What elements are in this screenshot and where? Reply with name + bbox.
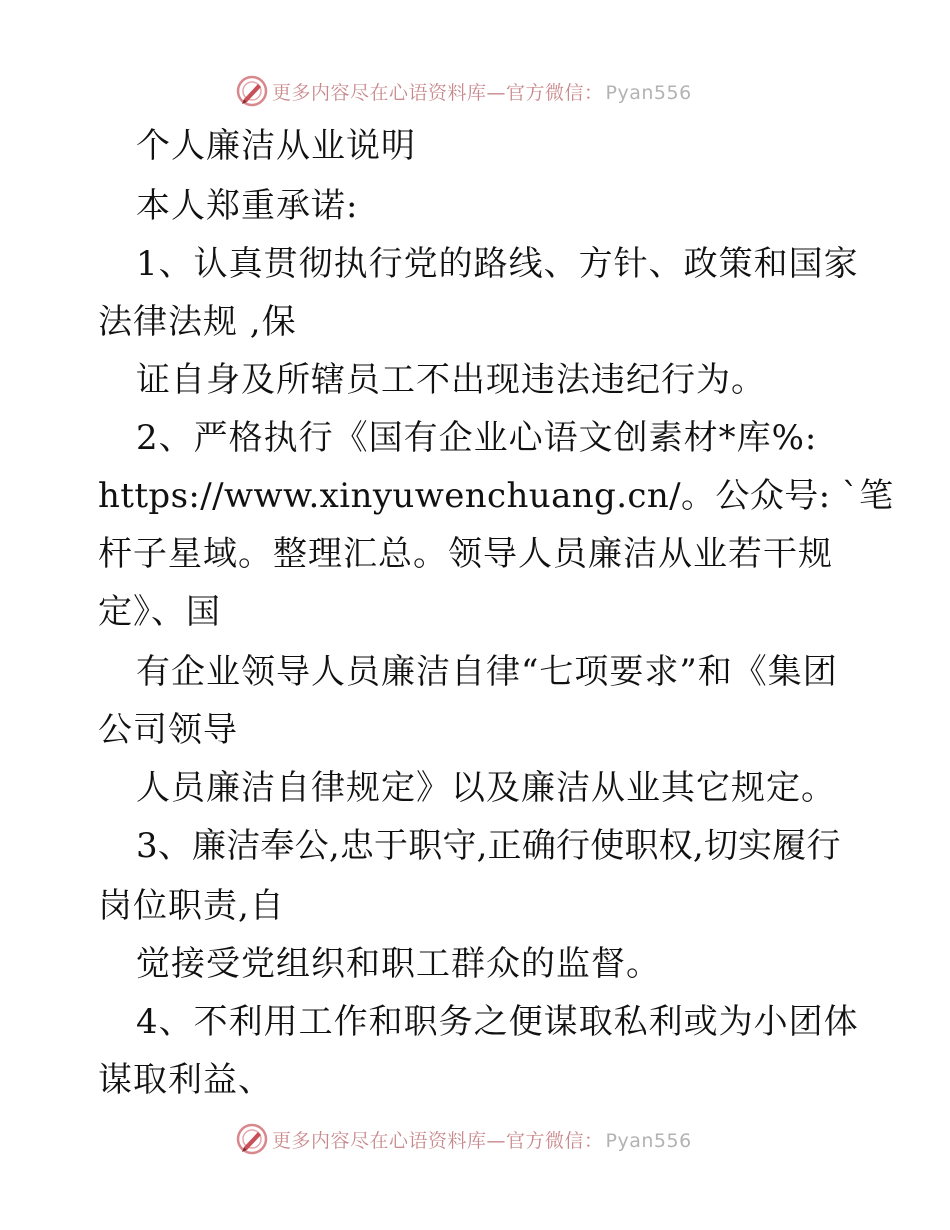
text-line: 法律法规 ,保 [98, 302, 297, 342]
text-line: 定》、国 [98, 592, 221, 632]
text-line: https://www.xinyuwenchuang.cn/。公众号: `笔 [98, 476, 894, 516]
text-line: 杆子星域。整理汇总。领导人员廉洁从业若干规 [98, 534, 833, 574]
text-line: 1、认真贯彻执行党的路线、方针、政策和国家 [136, 244, 859, 284]
text-line: 人员廉洁自律规定》以及廉洁从业其它规定。 [136, 768, 836, 808]
pen-logo-icon [236, 1123, 268, 1155]
banner-wechat-id: Pyan556 [605, 1129, 692, 1152]
text-line: 3、廉洁奉公,忠于职守,正确行使职权,切实履行 [136, 826, 841, 866]
banner-text [272, 1126, 692, 1153]
banner-text [272, 78, 692, 105]
text-line: 证自身及所辖员工不出现违法违纪行为。 [136, 360, 766, 400]
banner-site-text: 更多内容尽在心语资料库—官方微信： [272, 1129, 604, 1152]
banner-site-text: 更多内容尽在心语资料库—官方微信： [272, 81, 604, 104]
document-title: 个人廉洁从业说明 [136, 126, 416, 166]
text-line: 本人郑重承诺: [136, 186, 359, 226]
text-line: 4、不利用工作和职务之便谋取私利或为小团体 [136, 1002, 859, 1042]
text-line: 谋取利益、 [98, 1060, 273, 1100]
text-line: 公司领导 [98, 710, 238, 750]
text-line: 觉接受党组织和职工群众的监督。 [136, 944, 661, 984]
pen-logo-icon [236, 75, 268, 107]
banner-wechat-id: Pyan556 [605, 81, 692, 104]
footer-banner [236, 1122, 692, 1156]
text-line: 2、严格执行《国有企业心语文创素材*库%: [136, 418, 818, 458]
text-line: 岗位职责,自 [98, 886, 285, 926]
header-banner [236, 74, 692, 108]
text-line: 有企业领导人员廉洁自律“七项要求”和《集团 [136, 652, 838, 692]
